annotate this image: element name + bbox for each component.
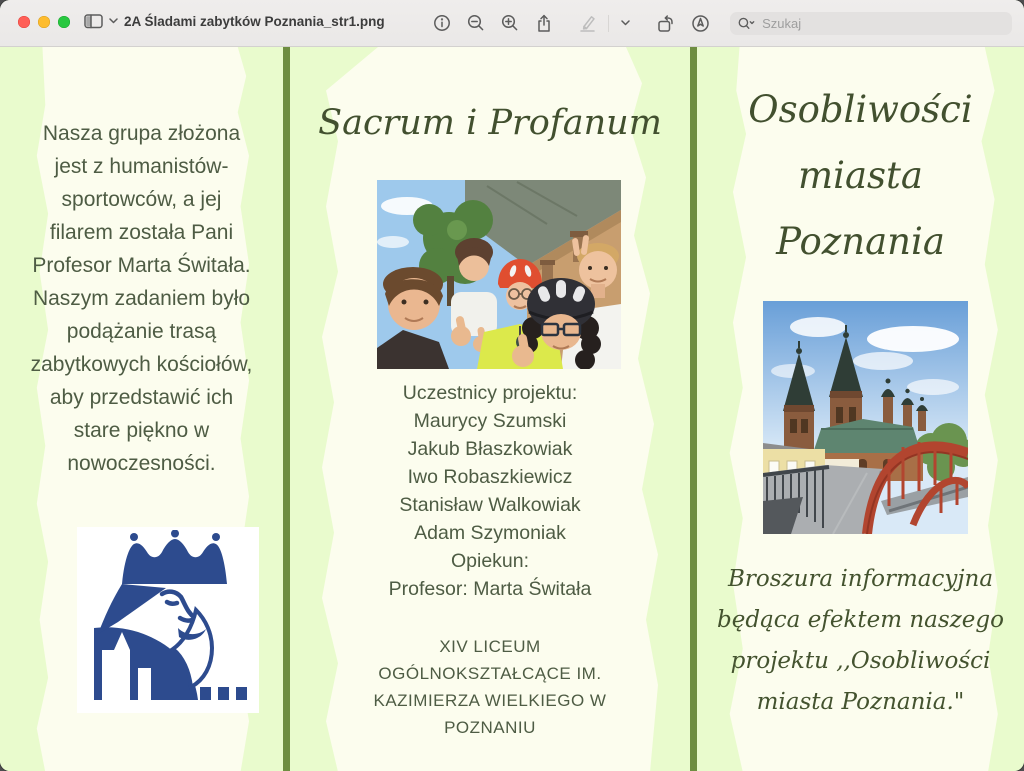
caption-line: będąca efektem naszego <box>717 607 1004 633</box>
panel-right <box>697 47 1024 771</box>
search-icon <box>738 16 755 31</box>
credits-line: Jakub Błaszkowiak <box>407 438 573 460</box>
toolbar-separator <box>608 15 609 32</box>
markup-pencil-icon <box>579 14 596 32</box>
body-line: stare piękno w <box>73 419 210 442</box>
fold-divider <box>690 47 697 771</box>
middle-title: Sacrum i Profanum <box>318 103 662 143</box>
search-input[interactable] <box>760 15 1004 32</box>
rotate-icon <box>656 14 675 33</box>
credits-line: Iwo Robaszkiewicz <box>407 466 573 488</box>
body-line: Naszym zadaniem było <box>32 287 251 310</box>
toolbar <box>425 0 1012 46</box>
credits-line: Profesor: Marta Świtała <box>388 578 592 600</box>
king-emblem-graphic <box>88 530 248 710</box>
body-line: Nasza grupa złożona <box>42 122 241 145</box>
cover-title <box>697 77 1024 275</box>
chevron-down-icon <box>109 18 118 24</box>
cover-title-line: Poznania <box>776 220 945 263</box>
cover-caption <box>697 559 1024 723</box>
traffic-lights <box>18 16 70 28</box>
school-line: OGÓLNOKSZTAŁCĄCE IM. <box>378 664 602 683</box>
body-line: Profesor Marta Świtała. <box>32 254 251 277</box>
school-name <box>290 633 690 741</box>
markup-menu-button[interactable] <box>621 20 630 26</box>
zoom-in-icon <box>501 14 519 32</box>
body-line: zabytkowych kościołów, <box>30 353 253 376</box>
minimize-button[interactable] <box>38 16 50 28</box>
zoom-in-button[interactable] <box>501 14 519 32</box>
brochure-page <box>0 47 1024 771</box>
credits-line: Maurycy Szumski <box>413 410 567 432</box>
markup-pencil-button[interactable] <box>579 14 596 32</box>
caption-line: miasta Poznania." <box>756 689 965 715</box>
fullscreen-button[interactable] <box>58 16 70 28</box>
cover-title-line: miasta <box>798 154 923 197</box>
cathedral-bridge-photo <box>763 301 968 534</box>
credits-line: Uczestnicy projektu: <box>402 382 578 404</box>
caption-line: projektu ,,Osobliwości <box>730 648 991 674</box>
credits-line: Stanisław Walkowiak <box>399 494 581 516</box>
body-line: filarem została Pani <box>49 221 234 244</box>
group-selfie-graphic <box>377 180 621 369</box>
zoom-out-button[interactable] <box>467 14 485 32</box>
body-line: jest z humanistów- <box>54 155 229 178</box>
sidebar-toggle-button[interactable] <box>82 11 120 31</box>
zoom-out-icon <box>467 14 485 32</box>
close-button[interactable] <box>18 16 30 28</box>
body-line: sportowców, a jej <box>61 188 222 211</box>
panel-left <box>0 47 283 771</box>
search-field[interactable] <box>730 12 1012 35</box>
pen-annotate-icon <box>691 14 710 33</box>
rotate-button[interactable] <box>656 14 675 33</box>
credits-line: Opiekun: <box>450 550 530 572</box>
school-line: KAZIMIERZA WIELKIEGO W <box>373 691 607 710</box>
caption-line: Broszura informacyjna <box>727 566 994 592</box>
credits-text <box>290 379 690 603</box>
left-body-text <box>17 117 267 480</box>
school-line: POZNANIU <box>444 718 536 737</box>
sidebar-icon <box>84 13 104 29</box>
cover-title-line: Osobliwości <box>748 88 973 131</box>
body-line: nowoczesności. <box>67 452 216 475</box>
body-line: podążanie trasą <box>66 320 217 343</box>
fold-divider <box>283 47 290 771</box>
info-button[interactable] <box>433 14 451 32</box>
king-kazimierz-logo <box>77 527 259 713</box>
school-line: XIV LICEUM <box>439 637 541 656</box>
share-icon <box>535 14 553 33</box>
panel-middle <box>290 47 690 771</box>
titlebar <box>0 0 1024 47</box>
info-icon <box>433 14 451 32</box>
chevron-down-icon <box>621 20 630 26</box>
cathedral-bridge-graphic <box>763 301 968 534</box>
pen-annotate-button[interactable] <box>691 14 710 33</box>
group-selfie-photo <box>377 180 621 369</box>
window-title: 2A Śladami zabytków Poznania_str1.png <box>124 14 385 29</box>
share-button[interactable] <box>535 14 553 33</box>
body-line: aby przedstawić ich <box>49 386 234 409</box>
credits-line: Adam Szymoniak <box>414 522 566 544</box>
